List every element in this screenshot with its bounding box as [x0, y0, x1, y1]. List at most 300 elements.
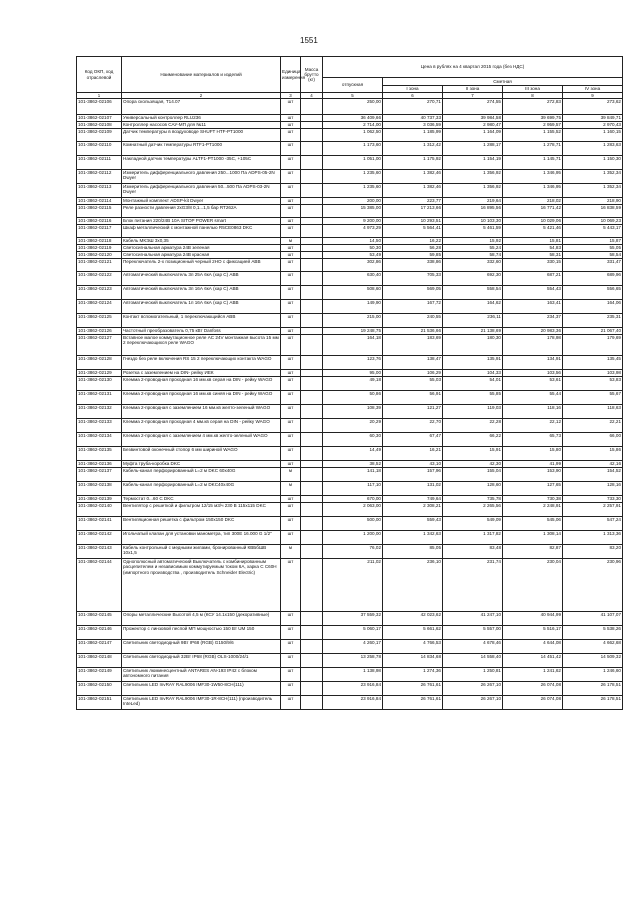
item-name: Опора скользящая, Т14.07	[122, 99, 281, 115]
zone-3-price: 234,37	[503, 314, 563, 328]
zone-4-price: 66,00	[563, 433, 623, 447]
zone-4-price: 235,31	[563, 314, 623, 328]
zone-3-price: 103,56	[503, 370, 563, 377]
zone-1-price: 749,64	[383, 496, 443, 503]
retail-price: 250,00	[323, 99, 383, 115]
zone-2-price: 14 558,40	[443, 654, 503, 668]
column-number: 1	[77, 93, 122, 99]
retail-price: 23 916,84	[323, 696, 383, 710]
table-row	[77, 482, 623, 496]
retail-price: 164,18	[323, 335, 383, 356]
retail-price: 95,00	[323, 370, 383, 377]
item-unit: шт	[281, 419, 301, 433]
zone-3-price: 1 346,95	[503, 170, 563, 184]
zone-4-price: 1 160,15	[563, 129, 623, 142]
item-name: Светосигнальная арматура 24В красная	[122, 252, 281, 259]
table-row	[77, 391, 623, 405]
zone-2-price: 219,64	[443, 198, 503, 205]
zone-2-price: 180,30	[443, 335, 503, 356]
item-unit: шт	[281, 328, 301, 335]
zone-2-price: 54,01	[443, 377, 503, 391]
zone-2-price: 155,04	[443, 468, 503, 482]
zone-3-price: 230,04	[503, 559, 563, 612]
table-row	[77, 612, 623, 626]
zone-2-price: 135,91	[443, 356, 503, 370]
item-name: Прожектор с линзовой песпой МП мощностью 150 Вт UM 150	[122, 626, 281, 640]
zone-1-price: 56,28	[383, 245, 443, 252]
zone-3-price: 5 516,17	[503, 626, 563, 640]
zone-4-price: 5 443,17	[563, 225, 623, 238]
zone-1-price: 17 213,66	[383, 205, 443, 218]
item-code: 101-3862-02114	[77, 198, 122, 205]
zone-2-price: 55,85	[443, 391, 503, 405]
item-unit: шт	[281, 640, 301, 654]
zone-3-price: 82,87	[503, 545, 563, 559]
item-code: 101-3862-02133	[77, 419, 122, 433]
zone-1-price: 43,10	[383, 461, 443, 468]
item-mass	[301, 377, 323, 391]
item-name: Переключатель 2-х позиционный черный 2НО с фиксацией ABB	[122, 259, 281, 272]
item-name: Кабель-канал перфорированный L=2 м DKC 60х40G	[122, 468, 281, 482]
zone-2-price: 692,30	[443, 272, 503, 286]
item-code: 101-3862-02122	[77, 272, 122, 286]
zone-4-price: 1 283,63	[563, 142, 623, 156]
item-mass	[301, 559, 323, 612]
zone-1-price: 1 382,46	[383, 184, 443, 198]
retail-price: 50,86	[323, 391, 383, 405]
zone-2-price: 1 356,92	[443, 170, 503, 184]
item-mass	[301, 115, 323, 122]
item-name: Кабель-канал перфорированный L=2 м DKC40х40G	[122, 482, 281, 496]
item-name: Однополюсный автоматический Выключатель с комбинированным расцепителем и независимым коммутируемым током 6А, харка С С60Н (импортного производства , производитель Schneider Electric)	[122, 559, 281, 612]
item-code: 101-3862-02110	[77, 142, 122, 156]
zone-4-price: 26 178,51	[563, 696, 623, 710]
table-row	[77, 156, 623, 170]
zone-1-price: 167,72	[383, 300, 443, 314]
item-mass	[301, 129, 323, 142]
table-row	[77, 496, 623, 503]
zone-3-price: 55,44	[503, 391, 563, 405]
zone-3-price: 54,83	[503, 245, 563, 252]
item-mass	[301, 286, 323, 300]
item-name: Игольчатый клапан для установки манометра, тип 300Е 16.000 G 1/2"	[122, 531, 281, 545]
zone-4-price: 53,83	[563, 377, 623, 391]
zone-1-price: 1 312,42	[383, 142, 443, 156]
item-code: 101-3862-02131	[77, 391, 122, 405]
item-name: Светосигнальная арматура 24В зеленая	[122, 245, 281, 252]
item-mass	[301, 545, 323, 559]
zone-2-price: 2 980,47	[443, 122, 503, 129]
zone-4-price: 273,62	[563, 99, 623, 115]
item-code: 101-3862-02130	[77, 377, 122, 391]
zone-3-price: 16 771,42	[503, 205, 563, 218]
zone-4-price: 16 838,59	[563, 205, 623, 218]
zone-2-price: 26 267,10	[443, 682, 503, 696]
zone-3-price: 218,02	[503, 198, 563, 205]
retail-price: 215,00	[323, 314, 383, 328]
zone-2-price: 236,11	[443, 314, 503, 328]
zone-1-price: 5 661,62	[383, 626, 443, 640]
retail-price: 1 138,98	[323, 668, 383, 682]
item-code: 101-3862-02132	[77, 405, 122, 419]
zone-2-price: 4 678,46	[443, 640, 503, 654]
zone-4-price: 1 313,36	[563, 531, 623, 545]
zone-4-price: 14 509,32	[563, 654, 623, 668]
zone-3-price: 1 308,14	[503, 531, 563, 545]
zone-2-price: 128,60	[443, 482, 503, 496]
item-mass	[301, 184, 323, 198]
item-unit: шт	[281, 122, 301, 129]
item-unit: шт	[281, 259, 301, 272]
zone-3-price: 1 241,62	[503, 668, 563, 682]
retail-price: 211,02	[323, 559, 383, 612]
item-name: Клемма 2-проводная проходная 16 мм.кв серая на DIN - рейку WAGO	[122, 377, 281, 391]
header-price-group: Цена в рублях на 4 квартал 2015 года (без НДС)	[323, 57, 623, 78]
zone-2-price: 39 984,58	[443, 115, 503, 122]
zone-3-price: 545,06	[503, 517, 563, 531]
zone-1-price: 5 564,41	[383, 225, 443, 238]
zone-1-price: 40 737,33	[383, 115, 443, 122]
item-unit: шт	[281, 356, 301, 370]
item-unit: шт	[281, 156, 301, 170]
item-unit: шт	[281, 668, 301, 682]
table-row	[77, 198, 623, 205]
price-table	[76, 56, 623, 710]
retail-price: 15 385,00	[323, 205, 383, 218]
retail-price: 9 200,00	[323, 218, 383, 225]
table-row	[77, 184, 623, 198]
zone-1-price: 3 036,59	[383, 122, 443, 129]
table-row	[77, 370, 623, 377]
zone-3-price: 687,21	[503, 272, 563, 286]
column-number: 5	[323, 93, 383, 99]
zone-4-price: 39 849,71	[563, 115, 623, 122]
zone-4-price: 15,87	[563, 238, 623, 245]
item-mass	[301, 356, 323, 370]
zone-4-price: 135,45	[563, 356, 623, 370]
table-row	[77, 433, 623, 447]
table-row	[77, 335, 623, 356]
zone-1-price: 1 342,63	[383, 531, 443, 545]
item-mass	[301, 433, 323, 447]
retail-price: 50,30	[323, 245, 383, 252]
item-name: Безвинтовой оконечный стопор 6 мм шириной WAGO	[122, 447, 281, 461]
zone-4-price: 2 257,91	[563, 503, 623, 517]
zone-4-price: 2 970,43	[563, 122, 623, 129]
zone-2-price: 558,54	[443, 286, 503, 300]
table-row	[77, 503, 623, 517]
item-unit: шт	[281, 654, 301, 668]
zone-1-price: 4 766,53	[383, 640, 443, 654]
zone-2-price: 735,78	[443, 496, 503, 503]
table-row	[77, 405, 623, 419]
item-mass	[301, 300, 323, 314]
zone-2-price: 16 895,56	[443, 205, 503, 218]
zone-2-price: 5 461,59	[443, 225, 503, 238]
zone-2-price: 1 356,92	[443, 184, 503, 198]
item-name: Автоматический выключатель 3п 16А 6кА (хар С) ABB	[122, 286, 281, 300]
item-code: 101-3862-02109	[77, 129, 122, 142]
table-row	[77, 545, 623, 559]
item-code: 101-3862-02137	[77, 468, 122, 482]
item-mass	[301, 259, 323, 272]
item-code: 101-3862-02138	[77, 482, 122, 496]
table-row	[77, 286, 623, 300]
item-unit: шт	[281, 300, 301, 314]
retail-price: 19 248,75	[323, 328, 383, 335]
table-row	[77, 356, 623, 370]
item-mass	[301, 99, 323, 115]
item-unit: шт	[281, 503, 301, 517]
item-code: 101-3862-02115	[77, 205, 122, 218]
zone-1-price: 338,86	[383, 259, 443, 272]
zone-1-price: 1 185,99	[383, 129, 443, 142]
item-mass	[301, 496, 323, 503]
retail-price: 302,86	[323, 259, 383, 272]
zone-2-price: 22,28	[443, 419, 503, 433]
item-mass	[301, 218, 323, 225]
zone-3-price: 1 155,52	[503, 129, 563, 142]
item-mass	[301, 668, 323, 682]
zone-1-price: 26 761,61	[383, 696, 443, 710]
zone-4-price: 83,20	[563, 545, 623, 559]
item-mass	[301, 225, 323, 238]
zone-4-price: 164,06	[563, 300, 623, 314]
zone-1-price: 22,70	[383, 419, 443, 433]
zone-3-price: 14 451,42	[503, 654, 563, 668]
item-name: Розетка с заземлением на DIN- рейку ИЕК	[122, 370, 281, 377]
table-row	[77, 682, 623, 696]
item-unit: шт	[281, 559, 301, 612]
zone-2-price: 231,74	[443, 559, 503, 612]
zone-2-price: 21 138,69	[443, 328, 503, 335]
item-mass	[301, 640, 323, 654]
item-unit: шт	[281, 461, 301, 468]
retail-price: 108,39	[323, 405, 383, 419]
table-row	[77, 115, 623, 122]
price-table-body	[77, 99, 623, 710]
zone-3-price: 53,61	[503, 377, 563, 391]
retail-price: 1 051,00	[323, 156, 383, 170]
zone-2-price: 55,24	[443, 245, 503, 252]
zone-4-price: 42,16	[563, 461, 623, 468]
item-name: Гнездо без реле включения RS 15 2 переключающих контакта WAGO	[122, 356, 281, 370]
item-mass	[301, 626, 323, 640]
zone-3-price: 26 074,08	[503, 682, 563, 696]
zone-1-price: 26 761,61	[383, 682, 443, 696]
item-name: Термостат 0...60 С DKC	[122, 496, 281, 503]
zone-3-price: 554,43	[503, 286, 563, 300]
item-mass	[301, 419, 323, 433]
item-unit: шт	[281, 531, 301, 545]
item-mass	[301, 517, 323, 531]
header-unit: Единица измерения	[281, 57, 301, 93]
item-unit: шт	[281, 184, 301, 198]
table-row	[77, 99, 623, 115]
zone-2-price: 66,22	[443, 433, 503, 447]
zone-1-price: 1 175,92	[383, 156, 443, 170]
item-code: 101-3862-02124	[77, 300, 122, 314]
item-unit: шт	[281, 218, 301, 225]
zone-4-price: 1 246,60	[563, 668, 623, 682]
table-row	[77, 205, 623, 218]
item-code: 101-3862-02149	[77, 668, 122, 682]
item-code: 101-3862-02148	[77, 654, 122, 668]
table-row	[77, 447, 623, 461]
item-name: Комнатный датчик температуры RTF1-PT1000	[122, 142, 281, 156]
zone-3-price: 15,81	[503, 238, 563, 245]
header-zone-3: III зона	[503, 86, 563, 93]
zone-1-price: 55,03	[383, 377, 443, 391]
retail-price: 36 409,66	[323, 115, 383, 122]
item-mass	[301, 468, 323, 482]
item-name: Светильник люминесцентный ANTARES AN-193 IP42 с блоком автономного питания	[122, 668, 281, 682]
item-unit: шт	[281, 252, 301, 259]
zone-4-price: 22,21	[563, 419, 623, 433]
zone-3-price: 1 278,71	[503, 142, 563, 156]
zone-3-price: 5 421,46	[503, 225, 563, 238]
retail-price: 38,52	[323, 461, 383, 468]
zone-2-price: 1 164,09	[443, 129, 503, 142]
item-mass	[301, 503, 323, 517]
retail-price: 1 235,60	[323, 170, 383, 184]
item-unit: шт	[281, 517, 301, 531]
zone-3-price: 2 959,57	[503, 122, 563, 129]
item-name: Опоры металлические Высотой 4,5 м (КСУ 14.1х150 (декоративные)	[122, 612, 281, 626]
item-unit: шт	[281, 170, 301, 184]
item-unit: шт	[281, 115, 301, 122]
table-row	[77, 170, 623, 184]
retail-price: 141,18	[323, 468, 383, 482]
item-code: 101-3862-02142	[77, 531, 122, 545]
zone-4-price: 55,67	[563, 391, 623, 405]
item-name: Блок питания 220/24В 10А SITOP POWER smart	[122, 218, 281, 225]
item-code: 101-3862-02135	[77, 447, 122, 461]
item-mass	[301, 370, 323, 377]
item-mass	[301, 205, 323, 218]
zone-2-price: 2 265,56	[443, 503, 503, 517]
item-name: Светильник светодиодный 32Вт IP68 (RGB) OLS-1000/24/1	[122, 654, 281, 668]
table-row	[77, 259, 623, 272]
item-unit: шт	[281, 391, 301, 405]
item-name: Монтажный комплект ADSP-kit Dwyer	[122, 198, 281, 205]
zone-3-price: 39 699,75	[503, 115, 563, 122]
zone-1-price: 1 382,46	[383, 170, 443, 184]
table-row	[77, 654, 623, 668]
zone-4-price: 118,63	[563, 405, 623, 419]
zone-4-price: 179,69	[563, 335, 623, 356]
table-row	[77, 218, 623, 225]
retail-price: 4 260,17	[323, 640, 383, 654]
item-name: Вентиляционная решетка с фильтром 150х150 DKC	[122, 517, 281, 531]
item-mass	[301, 245, 323, 252]
zone-2-price: 1 317,82	[443, 531, 503, 545]
retail-price: 200,00	[323, 198, 383, 205]
item-unit: шт	[281, 286, 301, 300]
zone-3-price: 58,31	[503, 252, 563, 259]
table-row	[77, 272, 623, 286]
item-unit: шт	[281, 626, 301, 640]
page-number: 1551	[300, 36, 318, 45]
item-code: 101-3862-02145	[77, 612, 122, 626]
zone-1-price: 705,33	[383, 272, 443, 286]
zone-3-price: 178,98	[503, 335, 563, 356]
item-name: Муфта труба-коробка DKC	[122, 461, 281, 468]
column-number: 4	[301, 93, 323, 99]
item-mass	[301, 122, 323, 129]
item-code: 101-3862-02121	[77, 259, 122, 272]
zone-3-price: 730,38	[503, 496, 563, 503]
zone-2-price: 549,09	[443, 517, 503, 531]
item-name: Клемма 2-проводная проходная 4 мм.кв серая на DIN - рейку WAGO	[122, 419, 281, 433]
zone-2-price: 83,48	[443, 545, 503, 559]
item-code: 101-3862-02125	[77, 314, 122, 328]
zone-4-price: 15,86	[563, 447, 623, 461]
header-zone-2: II зона	[443, 86, 503, 93]
item-mass	[301, 272, 323, 286]
retail-price: 2 063,00	[323, 503, 383, 517]
retail-price: 14,49	[323, 447, 383, 461]
retail-price: 123,76	[323, 356, 383, 370]
zone-2-price: 10 103,30	[443, 218, 503, 225]
zone-3-price: 20 983,36	[503, 328, 563, 335]
item-code: 101-3862-02151	[77, 696, 122, 710]
item-mass	[301, 142, 323, 156]
zone-1-price: 131,02	[383, 482, 443, 496]
item-mass	[301, 612, 323, 626]
item-code: 101-3862-02143	[77, 545, 122, 559]
table-row	[77, 419, 623, 433]
zone-2-price: 26 267,10	[443, 696, 503, 710]
zone-2-price: 5 557,00	[443, 626, 503, 640]
zone-2-price: 104,33	[443, 370, 503, 377]
zone-4-price: 41 107,07	[563, 612, 623, 626]
item-code: 101-3862-02111	[77, 156, 122, 170]
item-unit: шт	[281, 370, 301, 377]
item-name: Автоматический выключатель 3п 25А 6кА (хар С) ABB	[122, 272, 281, 286]
item-mass	[301, 252, 323, 259]
zone-4-price: 1 150,30	[563, 156, 623, 170]
zone-3-price: 26 074,08	[503, 696, 563, 710]
item-mass	[301, 682, 323, 696]
item-code: 101-3862-02141	[77, 517, 122, 531]
item-mass	[301, 335, 323, 356]
item-name: Кабель МКЭШ 3х0,35	[122, 238, 281, 245]
table-row	[77, 129, 623, 142]
item-unit: шт	[281, 245, 301, 252]
retail-price: 508,60	[323, 286, 383, 300]
retail-price: 117,10	[323, 482, 383, 496]
item-mass	[301, 170, 323, 184]
zone-2-price: 42,30	[443, 461, 503, 468]
zone-3-price: 1 346,95	[503, 184, 563, 198]
item-unit: шт	[281, 696, 301, 710]
zone-1-price: 56,91	[383, 391, 443, 405]
zone-1-price: 138,47	[383, 356, 443, 370]
zone-3-price: 153,90	[503, 468, 563, 482]
table-row	[77, 461, 623, 468]
item-name: Частотный преобразователь 0,75 кВт Danfoss	[122, 328, 281, 335]
zone-2-price: 41 247,10	[443, 612, 503, 626]
item-unit: шт	[281, 433, 301, 447]
item-name: Кабель контрольный с медными жилами, бронированный КВБбШВ 10х1,5	[122, 545, 281, 559]
zone-3-price: 1 145,71	[503, 156, 563, 170]
retail-price: 60,30	[323, 433, 383, 447]
zone-4-price: 103,98	[563, 370, 623, 377]
item-unit: шт	[281, 272, 301, 286]
item-name: Вентилятор с решеткой и фильтром 12/15 м3/ч 230 В 115х115 DKC	[122, 503, 281, 517]
column-number: 8	[503, 93, 563, 99]
